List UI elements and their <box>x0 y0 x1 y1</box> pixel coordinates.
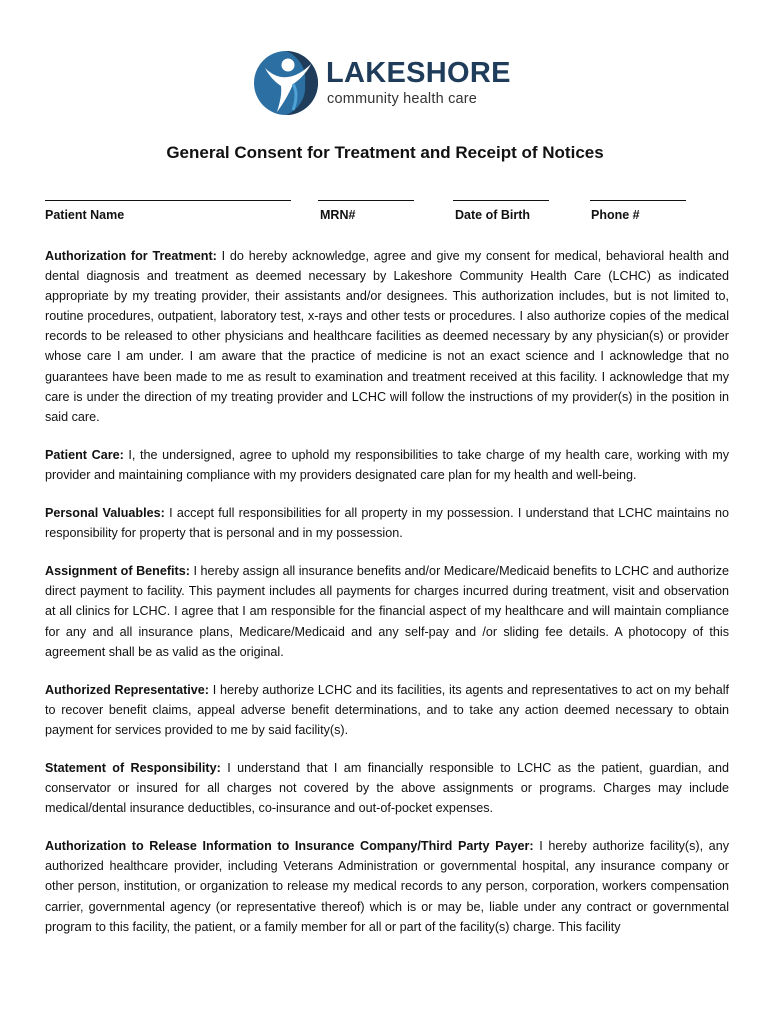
section-heading: Statement of Responsibility: <box>45 760 221 775</box>
section-text: I hereby authorize facility(s), any authorized healthcare provider, including Veterans Administration or governmental hospital, any insurance company or other person, institution, or organization to release my medical records to any person, corporation, workers compensation carrier, governmental agency (or representative thereof) which is or may be, liable under any contract or governmental program to this facility, the patient, or a family member for all or part of the facility(s) charge. This facility <box>45 839 729 934</box>
section-authorized-representative <box>45 680 729 740</box>
lakeshore-person-logo-icon <box>253 50 319 116</box>
patient-name-label: Patient Name <box>45 208 125 222</box>
section-authorization-for-treatment <box>45 246 729 427</box>
section-text: I accept full responsibilities for all property in my possession. I understand that LCHC maintains no responsibility for property that is personal and in my possession. <box>45 506 730 541</box>
section-heading: Authorization for Treatment: <box>45 249 217 263</box>
section-patient-care <box>45 445 729 485</box>
lakeshore-logo <box>253 50 523 120</box>
section-heading: Personal Valuables: <box>45 506 165 521</box>
logo-subtitle: community health care <box>327 91 478 107</box>
date-of-birth-line <box>453 200 549 201</box>
phone-line <box>590 200 686 201</box>
phone-label: Phone # <box>591 208 640 222</box>
section-text: I hereby authorize LCHC and its facilities, its agents and representatives to act on my behalf to recover benefit claims, appeal adverse benefit determinations, and to take any action deemed necessary to obtain payment for services provided to me by said facility(s). <box>45 682 730 737</box>
section-personal-valuables <box>45 503 729 543</box>
consent-body <box>45 246 729 955</box>
section-heading: Authorized Representative: <box>45 682 210 697</box>
document-title: General Consent for Treatment and Receipt of Notices <box>166 143 604 162</box>
logo-name: LAKESHORE <box>326 57 511 89</box>
section-heading: Assignment of Benefits: <box>45 564 190 579</box>
section-heading: Patient Care: <box>45 447 124 462</box>
section-authorization-to-release-information <box>45 836 729 936</box>
date-of-birth-label: Date of Birth <box>455 208 530 222</box>
section-assignment-of-benefits <box>45 561 729 661</box>
mrn-label: MRN# <box>320 208 356 222</box>
section-text: I understand that I am financially responsible to LCHC as the patient, guardian, and conservator or insured for all charges not covered by the above assignments or programs. Charges may include medical/dental insurance deductibles, co-insurance and out-of-pocket expenses. <box>45 760 729 816</box>
mrn-line <box>318 200 414 201</box>
section-text: I do hereby acknowledge, agree and give my consent for medical, behavioral health and dental diagnosis and treatment as deemed necessary by Lakeshore Community Health Care (LCHC) as indicated appropriate by my treating provider, their assistants and/or designees. This authorization includes, but is not limited to, routine procedures, outpatient, laboratory test, x-rays and other tests or procedures. I also authorize copies of the medical records to be released to other physicians and healthcare facilities as deemed necessary by any physician(s) or provider whose care I am under. I am aware that the practice of medicine is not an exact science and I acknowledge that no guarantees have been made to me as result to examination and treatment received at this facility. I acknowledge that my care is under the direction of my treating provider and LCHC will follow the instructions of my provider(s) in the position in said care. <box>45 249 729 424</box>
section-heading: Authorization to Release Information to Insurance Company/Third Party Payer: <box>45 839 534 854</box>
section-text: I hereby assign all insurance benefits and/or Medicare/Medicaid benefits to LCHC and authorize direct payment to facility. This payment includes all payments for charges incurred during treatment, visit and observation at all clinics for LCHC. I agree that I am responsible for the financial aspect of my healthcare and will maintain compliance for any and all insurance plans, Medicare/Medicaid and any self-pay and /or sliding fee details. A photocopy of this agreement shall be as valid as the original. <box>45 564 729 659</box>
section-text: I, the undersigned, agree to uphold my responsibilities to take charge of my health care, working with my provider and maintaining compliance with my providers designated care plan for my health and well-being. <box>45 447 729 482</box>
section-statement-of-responsibility <box>45 758 729 818</box>
patient-name-line <box>45 200 291 201</box>
